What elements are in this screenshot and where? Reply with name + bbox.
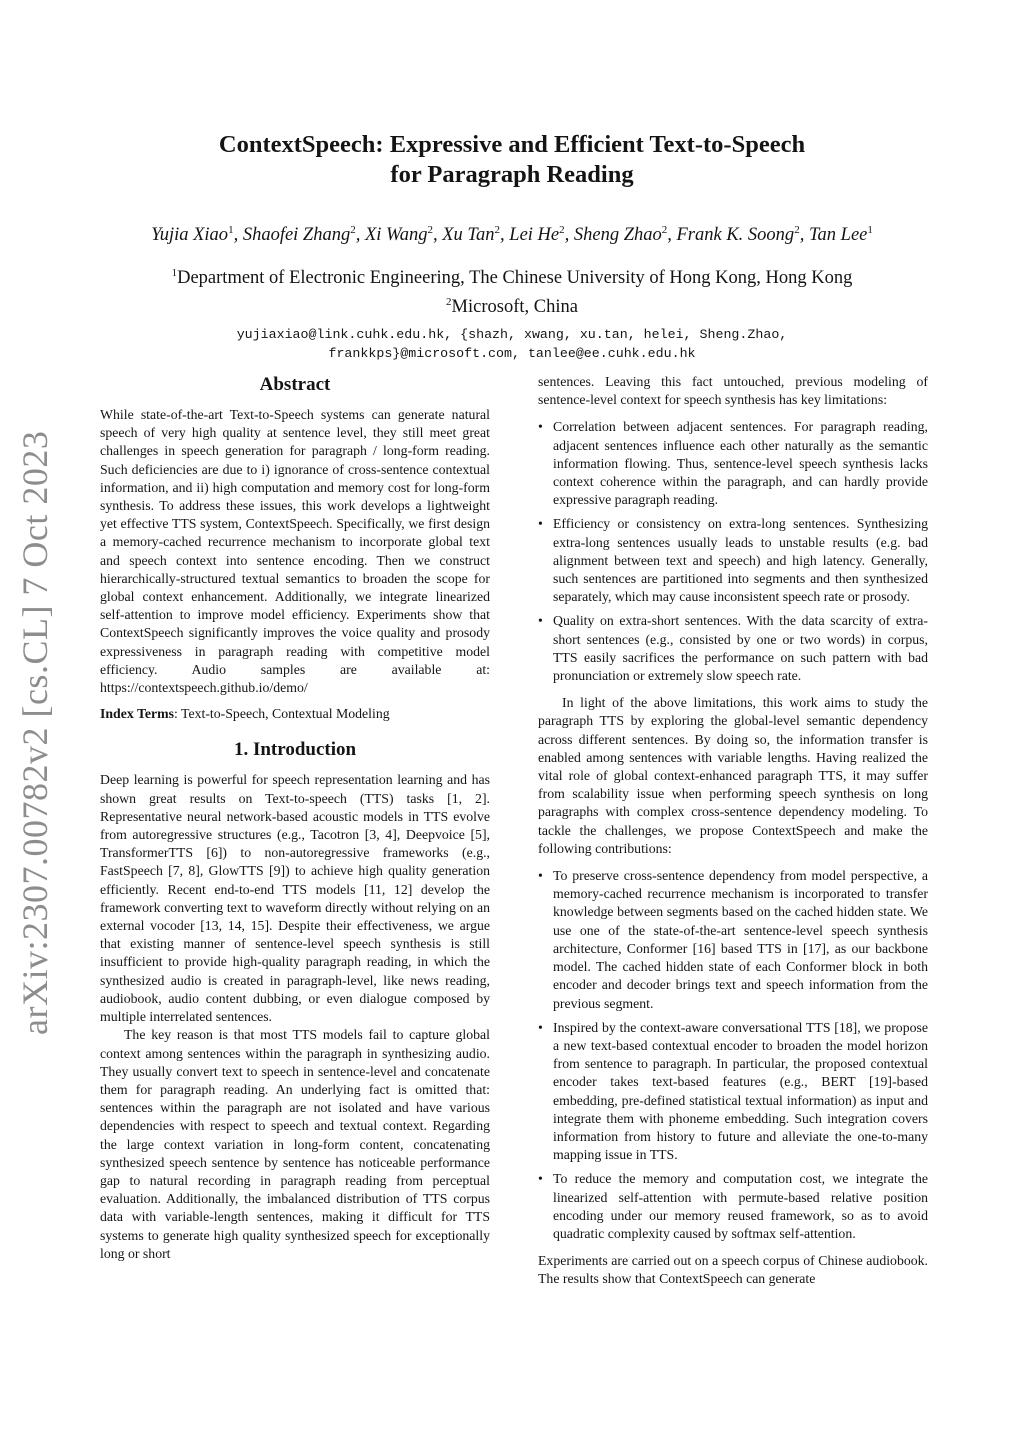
title-line-2: for Paragraph Reading xyxy=(390,161,634,188)
limitations-list xyxy=(538,418,928,685)
affiliation-2: $^2$Microsoft, China xyxy=(446,296,578,318)
abstract-text: While state-of-the-art Text-to-Speech systems can generate natural speech of very high quality at sentence level, they still meet great challenges in speech generation for paragraph / long-form reading. Such deficiencies are due to i) ignorance of cross-sentence contextual information, and ii) high computation and memory cost for long-form synthesis. To address these issues, this work develops a lightweight yet effective TTS system, ContextSpeech. Specifically, we first design a memory-cached recurrence mechanism to incorporate global text and speech context into sentence encoding. Then we construct hierarchically-structured textual semantics to broaden the scope for global context enhancement. Additionally, we integrate linearized self-attention to improve model efficiency. Experiments show that ContextSpeech significantly improves the voice quality and prosody expressiveness in paragraph reading with competitive model efficiency. Audio samples are available at: https://contextspeech.github.io/demo/ xyxy=(100,407,490,696)
affiliation-1: $^1$Department of Electronic Engineering, The Chinese University of Hong Kong, Hong Kong xyxy=(171,267,853,289)
list-item: • Correlation between adjacent sentences. For paragraph reading, adjacent sentences influence each other naturally as the semantic information flowing. Thus, sentence-level speech synthesis lacks context coherence within the paragraph, and can hardly provide expressive paragraph reading. xyxy=(538,419,928,508)
emails-line-2: frankkps}@microsoft.com, tanlee@ee.cuhk.edu.hk xyxy=(328,346,696,362)
left-column xyxy=(100,366,490,1263)
intro-paragraph-2-continued: sentences. Leaving this fact untouched, previous modeling of sentence-level context for speech synthesis has key limitations: xyxy=(538,374,928,408)
list-item: • To reduce the memory and computation cost, we integrate the linearized self-attention with permute-based relative position encoding under our memory reused framework, so as to avoid quadratic complexity caused by softmax self-attention. xyxy=(538,1171,928,1241)
intro-paragraph-1: Deep learning is powerful for speech representation learning and has shown great results on Text-to-speech (TTS) tasks [1, 2]. Representative neural network-based acoustic models in TTS evolve from autoregressive structures (e.g., Tacotron [3, 4], Deepvoice [5], TransformerTTS [6]) to non-autoregressive frameworks (e.g., FastSpeech [7, 8], GlowTTS [9]) to achieve high quality generation efficiently. Recent end-to-end TTS models [11, 12] develop the framework converting text to waveform directly without relying on an external vocoder [13, 14, 15]. Despite their effectiveness, we argue that existing manner of sentence-level speech synthesis is still insufficient to provide high-quality paragraph reading, in which the synthesized audio is created in paragraph-level, like news reading, audiobook, audio content dubbing, or even dialogue composed by multiple interrelated sentences. xyxy=(100,772,490,1025)
emails-line-1: yujiaxiao@link.cuhk.edu.hk, {shazh, xwang, xu.tan, helei, Sheng.Zhao, xyxy=(236,327,788,343)
right-column xyxy=(538,373,928,1289)
list-item: • Quality on extra-short sentences. With the data scarcity of extra-short sentences (e.g., consisted by one or two words) in corpus, TTS easily sacrifices the performance on such pattern with bad pronunciation or extremely slow speech rate. xyxy=(538,613,928,684)
author: Yujia Xiao$^1$ xyxy=(151,224,234,246)
author: Tan Lee$^1$ xyxy=(808,224,873,246)
author: Xu Tan$^2$ xyxy=(442,224,501,246)
intro-paragraph-2: The key reason is that most TTS models fail to capture global context among sentences within the paragraph in synthesizing audio. They usually convert text to speech in sentence-level and concatenate them for paragraph reading. An underlying fact is omitted that: sentences within the paragraph are not isolated and have various dependencies with respect to speech and textual context. Regarding the large context variation in long-form content, concatenating synthesized speech sentence by sentence has noticeable performance gap to natural recording in paragraph reading from perceptual evaluation. Additionally, the imbalanced distribution of TTS corpus data with variable-length sentences, making it difficult for TTS systems to generate high quality synthesized speech for exceptionally long or short xyxy=(100,1027,490,1261)
abstract-heading: Abstract xyxy=(259,374,331,395)
contributions-list xyxy=(538,867,928,1243)
list-item: • Inspired by the context-aware conversational TTS [18], we propose a new text-based contextual encoder to broaden the model horizon from sentence to paragraph. In particular, the proposed contextual encoder takes text-based features (e.g., BERT [19]-based embedding, pre-defined statistical textual information) as input and integrate them with phoneme embedding. Such integration covers information from history to future and alleviate the one-to-many mapping issue in TTS. xyxy=(538,1019,928,1163)
index-terms: Index Terms: Text-to-Speech, Contextual Modeling xyxy=(100,706,390,722)
author: Sheng Zhao$^2$ xyxy=(573,224,668,246)
author-list: Yujia Xiao$^1$, Shaofei Zhang$^2$, Xi Wang$^2$, Xu Tan$^2$, Lei He$^2$, Sheng Zhao$^2$, Frank K. Soong$^2$, Tan Lee$^1$ xyxy=(151,224,873,246)
author: Shaofei Zhang$^2$ xyxy=(242,224,356,246)
arxiv-identifier: arXiv:2307.00782v2 [cs.CL] 7 Oct 2023 xyxy=(15,430,55,1035)
list-item: • Efficiency or consistency on extra-long sentences. Synthesizing extra-long sentences usually leads to unstable results (e.g. bad alignment between text and speech) and high latency. Generally, such sentences are partitioned into segments and then synthesized separately, which may cause inconsistent speech rate or prosody. xyxy=(538,516,928,605)
list-item: • To preserve cross-sentence dependency from model perspective, a memory-cached recurrence mechanism is incorporated to transfer knowledge between segments based on the cached hidden state. We use one of the state-of-the-art sentence-level speech synthesis architecture, Conformer [16] based TTS in [17], as our backbone model. The cached hidden state of each Conformer block in both encoder and decoder brings text and speech information from the previous segment. xyxy=(538,868,928,1011)
author: Frank K. Soong$^2$ xyxy=(676,224,800,246)
author-emails xyxy=(0,325,1024,363)
introduction-heading: 1. Introduction xyxy=(233,739,357,761)
intro-paragraph-3: In light of the above limitations, this work aims to study the paragraph TTS by exploring the global-level semantic dependency across different sentences. By doing so, the information transfer is enabled among sentences with variable lengths. Having realized the vital role of global context-enhanced paragraph TTS, it may suffer from scalability issue when performing speech synthesis on long paragraphs with complex cross-sentence dependency modeling. To tackle the challenges, we propose ContextSpeech and make the following contributions: xyxy=(538,695,928,856)
paper-header xyxy=(0,130,1024,363)
title-line-1: ContextSpeech: Expressive and Efficient Text-to-Speech xyxy=(218,131,806,158)
intro-paragraph-4: Experiments are carried out on a speech corpus of Chinese audiobook. The results show that ContextSpeech can generate xyxy=(538,1253,928,1287)
author: Lei He$^2$ xyxy=(509,224,565,246)
author: Xi Wang$^2$ xyxy=(364,224,433,246)
paper-title xyxy=(0,130,1024,190)
